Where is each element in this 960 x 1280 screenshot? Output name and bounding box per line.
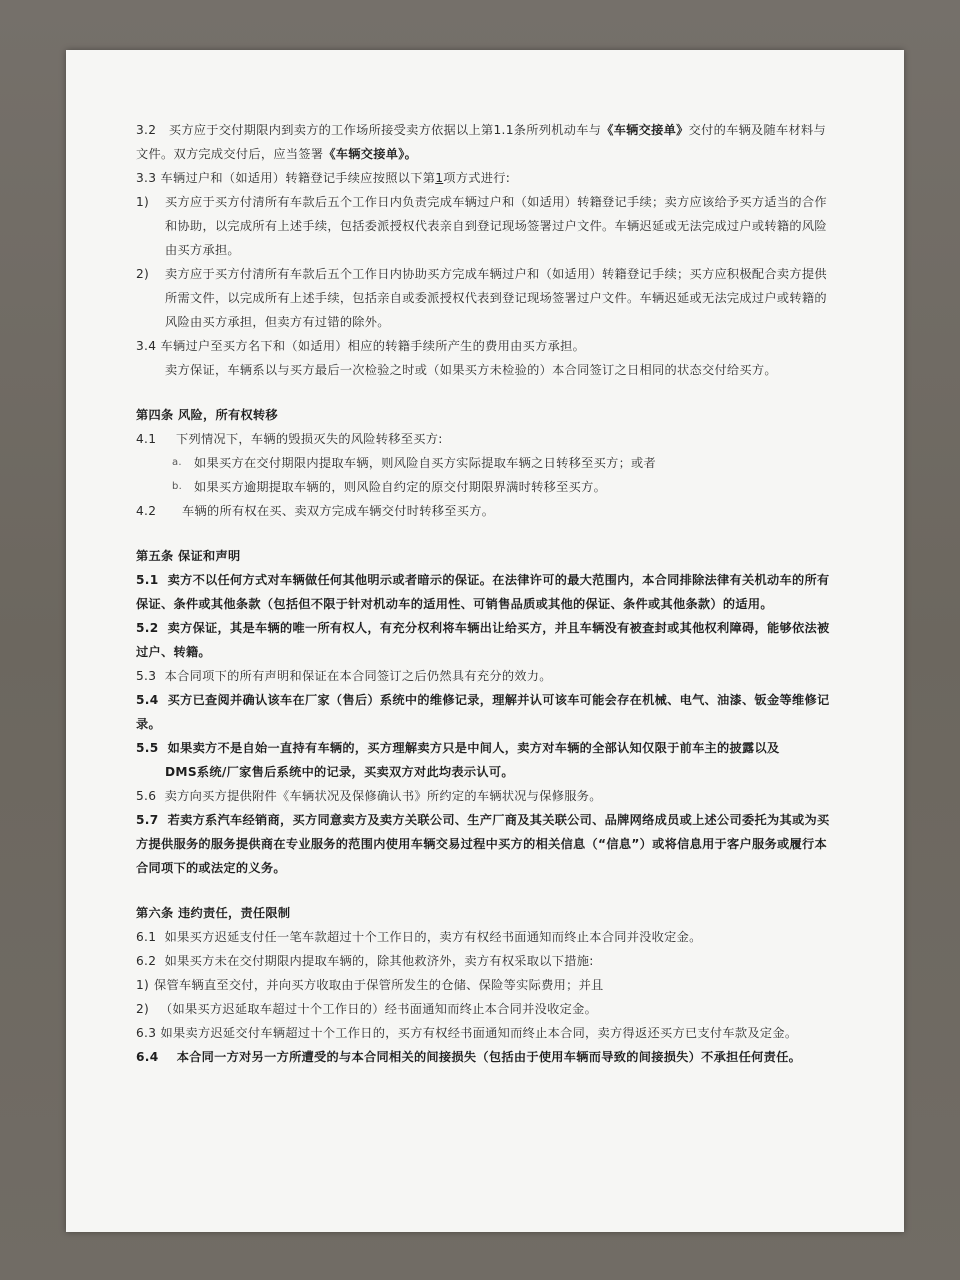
- clause-6-2: 6.2 如果买方未在交付期限内提取车辆的，除其他救济外，卖方有权采取以下措施:: [136, 954, 594, 968]
- clause-6-3: 6.3 如果卖方迟延交付车辆超过十个工作日的，买方有权经书面通知而终止本合同，卖方得返还买方已支付车款及定金。: [136, 1026, 798, 1040]
- clause-4-1-b: b. 如果买方逾期提取车辆的，则风险自约定的原交付期限界满时转移至买方。: [172, 480, 607, 494]
- clause-5-4: 5.4 买方已查阅并确认该车在厂家（售后）系统中的维修记录，理解并认可该车可能会存在机械、电气、油漆、钣金等维修记录。: [136, 693, 830, 731]
- clause-3-3-item-1: 1) 买方应于买方付清所有车款后五个工作日内负责完成车辆过户和（如适用）转籍登记手续；卖方应该给予买方适当的合作和协助，以完成所有上述手续，包括委派授权代表亲自到登记现场签署过户文件。车辆迟延或无法完成过户或转籍的风险由买方承担。: [136, 195, 827, 257]
- article-6-title: 第六条 违约责任，责任限制: [136, 906, 291, 920]
- clause-3-4: 3.4 车辆过户至买方名下和（如适用）相应的转籍手续所产生的费用由买方承担。: [136, 339, 586, 353]
- clause-6-1: 6.1 如果买方迟延支付任一笔车款超过十个工作日的，卖方有权经书面通知而终止本合同并没收定金。: [136, 930, 702, 944]
- clause-5-7: 5.7 若卖方系汽车经销商，买方同意卖方及卖方关联公司、生产厂商及其关联公司、品牌网络成员或上述公司委托为其或为买方提供服务的服务提供商在专业服务的范围内使用车辆交易过程中买方的相关信息（“信息”）或将信息用于客户服务或履行本合同项下的或法定的义务。: [136, 813, 830, 875]
- clause-3-3-item-2: 2) 卖方应于买方付清所有车款后五个工作日内协助买方完成车辆过户和（如适用）转籍登记手续；买方应积极配合卖方提供所需文件，以完成所有上述手续，包括亲自或委派授权代表到登记现场签署过户文件。车辆迟延或无法完成过户或转籍的风险由买方承担，但卖方有过错的除外。: [136, 267, 827, 329]
- article-5-title: 第五条 保证和声明: [136, 549, 241, 563]
- clause-3-3: 3.3 车辆过户和（如适用）转籍登记手续应按照以下第1项方式进行:: [136, 171, 511, 185]
- document-page: [66, 50, 904, 1232]
- clause-4-1: 4.1 下列情况下，车辆的毁损灭失的风险转移至买方:: [136, 432, 443, 446]
- clause-3-4-guarantee: 卖方保证，车辆系以与买方最后一次检验之时或（如果买方未检验的）本合同签订之日相同的状态交付给买方。: [165, 363, 777, 377]
- clause-5-5-continued: DMS系统/厂家售后系统中的记录，买卖双方对此均表示认可。: [165, 765, 514, 779]
- clause-4-1-a: a. 如果买方在交付期限内提取车辆，则风险自买方实际提取车辆之日转移至买方；或者: [172, 456, 657, 470]
- contract-text: [136, 118, 836, 1069]
- clause-6-2-item-2: 2) （如果买方迟延取车超过十个工作日的）经书面通知而终止本合同并没收定金。: [136, 1002, 598, 1016]
- clause-5-2: 5.2 卖方保证，其是车辆的唯一所有权人，有充分权利将车辆出让给买方，并且车辆没有被查封或其他权利障碍，能够依法被过户、转籍。: [136, 621, 830, 659]
- clause-6-4: 6.4 本合同一方对另一方所遭受的与本合同相关的间接损失（包括由于使用车辆而导致的间接损失）不承担任何责任。: [136, 1050, 802, 1064]
- clause-5-1: 5.1 卖方不以任何方式对车辆做任何其他明示或者暗示的保证。在法律许可的最大范围内，本合同排除法律有关机动车的所有保证、条件或其他条款（包括但不限于针对机动车的适用性、可销售品质或其他的保证、条件或其他条款）的适用。: [136, 573, 830, 611]
- clause-3-2: 3.2 买方应于交付期限内到卖方的工作场所接受卖方依据以上第1.1条所列机动车与《车辆交接单》交付的车辆及随车材料与文件。双方完成交付后，应当签署《车辆交接单》。: [136, 123, 826, 161]
- clause-5-3: 5.3 本合同项下的所有声明和保证在本合同签订之后仍然具有充分的效力。: [136, 669, 552, 683]
- article-4-title: 第四条 风险，所有权转移: [136, 408, 278, 422]
- clause-6-2-item-1: 1) 保管车辆直至交付，并向买方收取由于保管所发生的仓储、保险等实际费用；并且: [136, 978, 604, 992]
- clause-4-2: 4.2 车辆的所有权在买、卖双方完成车辆交付时转移至买方。: [136, 504, 495, 518]
- clause-5-6: 5.6 卖方向买方提供附件《车辆状况及保修确认书》所约定的车辆状况与保修服务。: [136, 789, 602, 803]
- clause-5-5: 5.5 如果卖方不是自始一直持有车辆的，买方理解卖方只是中间人，卖方对车辆的全部认知仅限于前车主的披露以及: [136, 741, 780, 755]
